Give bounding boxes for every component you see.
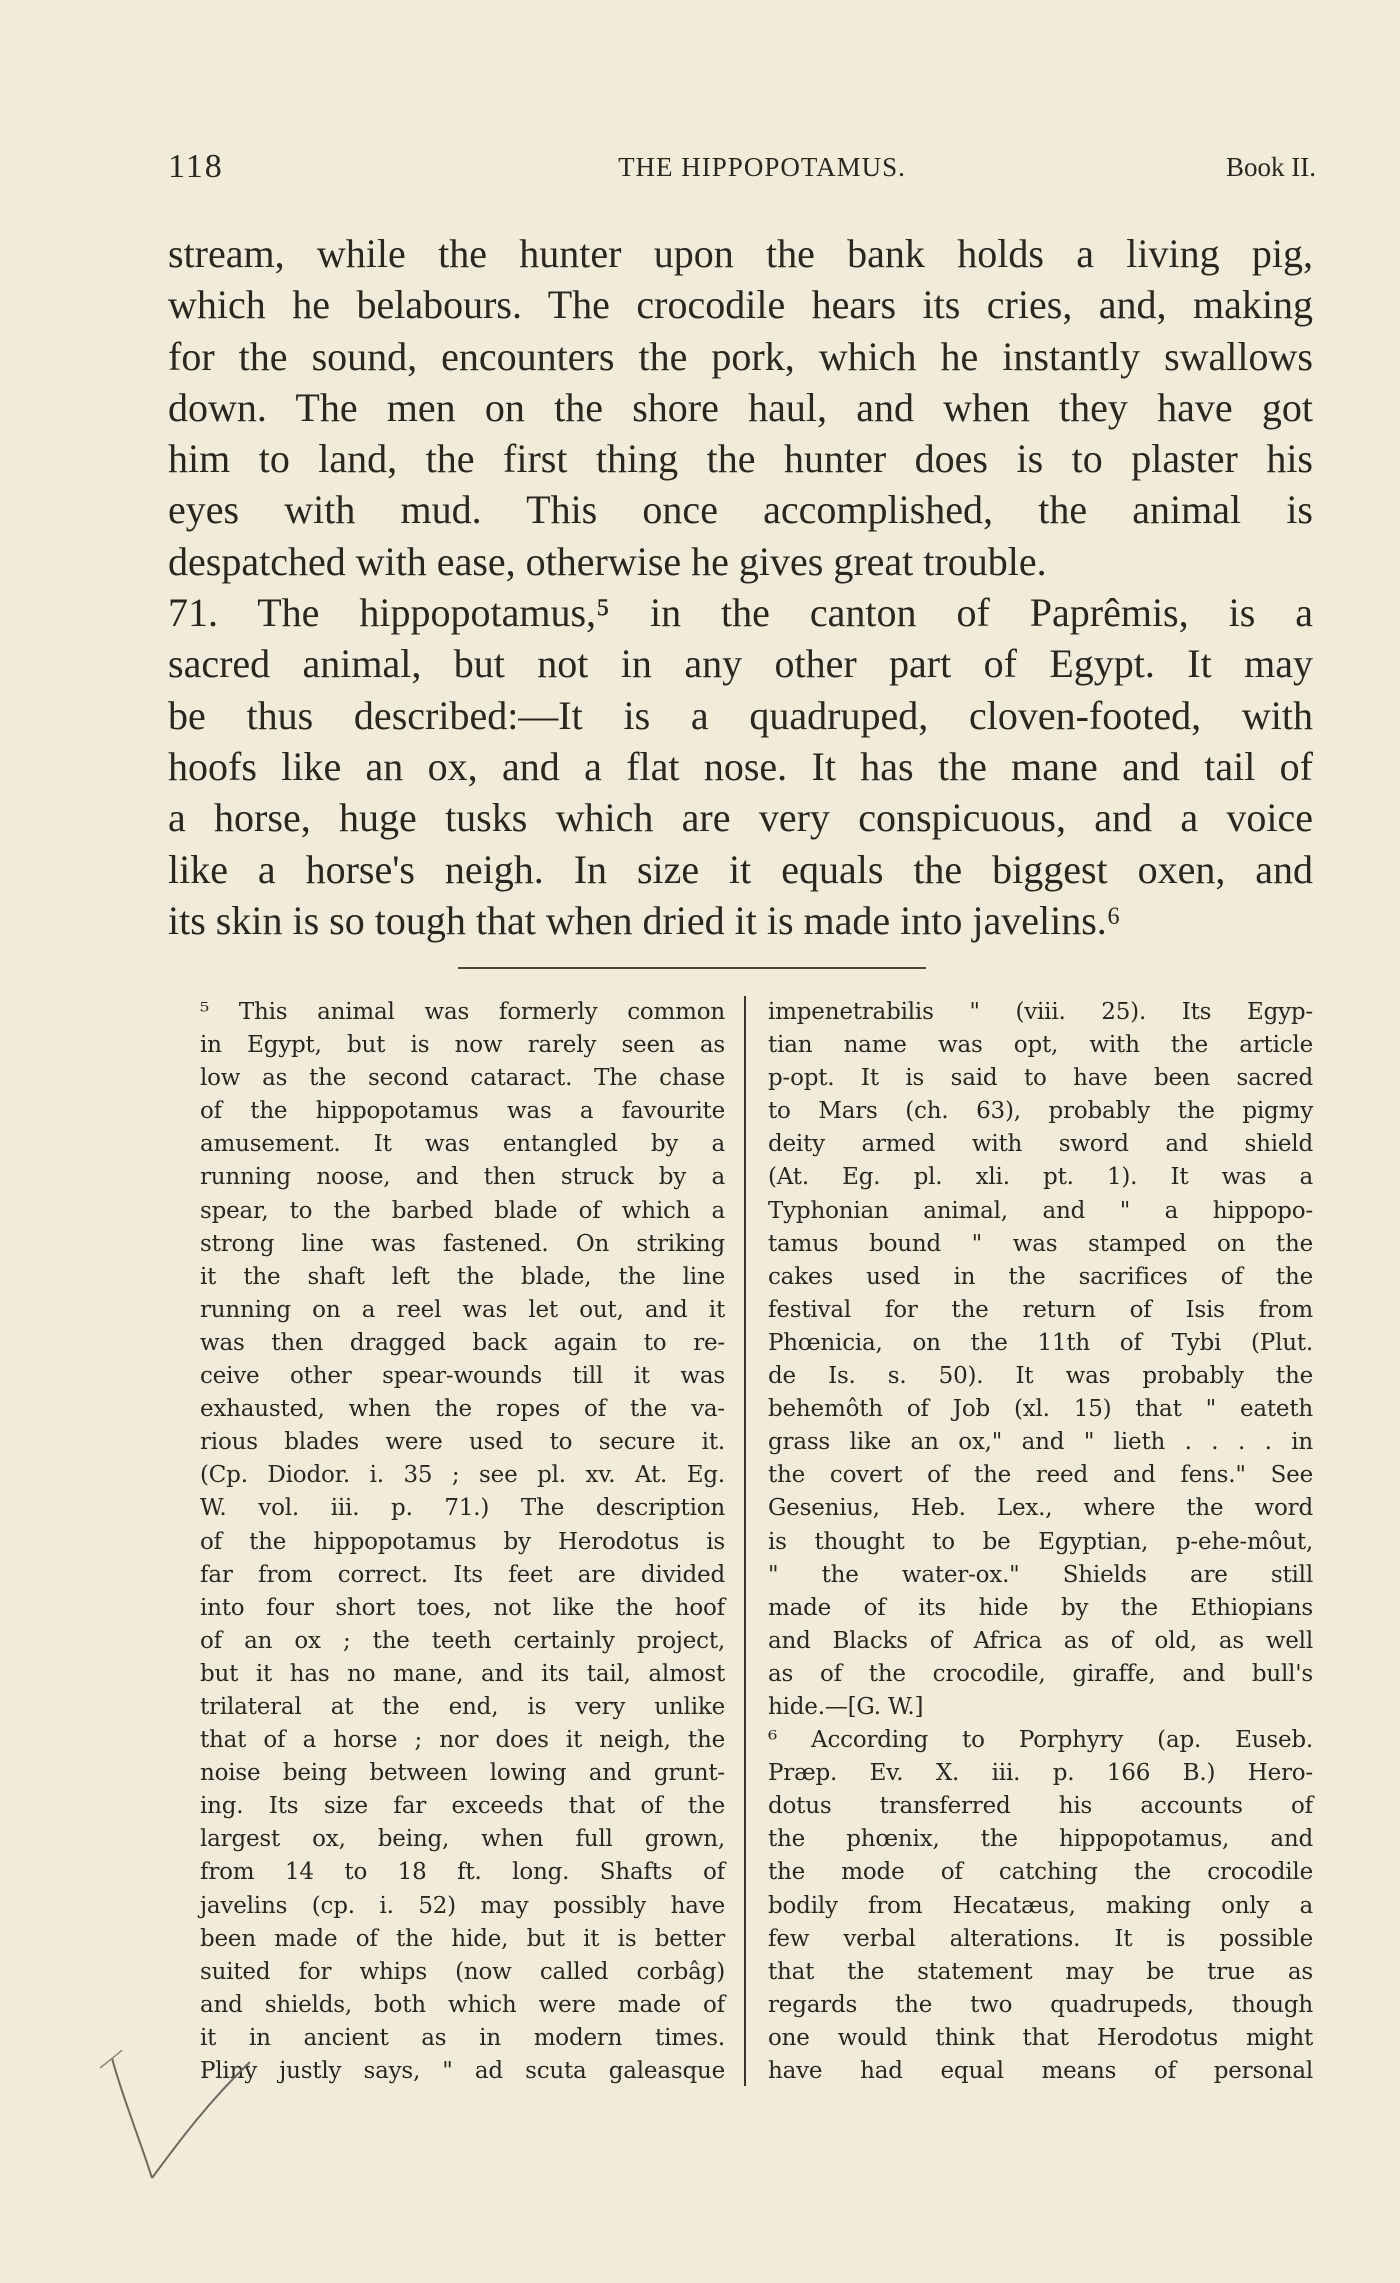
footnote-line: Typhonian animal, and " a hippopo- bbox=[768, 1197, 1313, 1224]
footnote-line: impenetrabilis " (viii. 25). Its Egyp- bbox=[768, 999, 1313, 1025]
footnote-line: ing. Its size far exceeds that of the bbox=[200, 1793, 725, 1820]
footnote-line: de Is. s. 50). It was probably the bbox=[768, 1363, 1313, 1390]
footnote-line: bodily from Hecatæus, making only a bbox=[768, 1892, 1313, 1919]
footnote-line: running on a reel was let out, and it bbox=[200, 1296, 725, 1323]
book-label: Book II. bbox=[1226, 152, 1316, 182]
main-line: a horse, huge tusks which are very conspicuous, and a voice bbox=[168, 795, 1313, 841]
footnote-line: grass like an ox," and " lieth . . . . in bbox=[768, 1429, 1313, 1456]
footnote-line: it in ancient as in modern times. bbox=[200, 2024, 725, 2051]
footnote-line: to Mars (ch. 63), probably the pigmy bbox=[768, 1098, 1313, 1125]
main-line: hoofs like an ox, and a flat nose. It has the mane and tail of bbox=[168, 743, 1313, 789]
footnote-line: spear, to the barbed blade of which a bbox=[200, 1197, 725, 1224]
footnote-line: strong line was fastened. On striking bbox=[200, 1230, 725, 1257]
main-line: be thus described:—It is a quadruped, cloven-footed, with bbox=[168, 692, 1313, 738]
main-line: like a horse's neigh. In size it equals the biggest oxen, and bbox=[168, 846, 1313, 892]
footnote-line: regards the two quadrupeds, though bbox=[768, 1991, 1313, 2018]
footnote-line: dotus transferred his accounts of bbox=[768, 1793, 1313, 1820]
footnote-line: largest ox, being, when full grown, bbox=[200, 1826, 725, 1853]
footnote-line: in Egypt, but is now rarely seen as bbox=[200, 1032, 725, 1059]
main-line: him to land, the first thing the hunter does is to plaster his bbox=[168, 436, 1313, 482]
footnote-line: running noose, and then struck by a bbox=[200, 1164, 725, 1191]
footnotes-right-column bbox=[768, 996, 1313, 2088]
footnote-line: ⁶ According to Porphyry (ap. Euseb. bbox=[768, 1727, 1313, 1754]
footnote-line: of the hippopotamus by Herodotus is bbox=[200, 1528, 725, 1555]
page-header bbox=[168, 148, 1316, 188]
footnote-line: tamus bound " was stamped on the bbox=[768, 1230, 1313, 1257]
footnote-line: of the hippopotamus was a favourite bbox=[200, 1098, 725, 1125]
column-divider bbox=[744, 996, 746, 2086]
main-line: despatched with ease, otherwise he gives great trouble. bbox=[168, 538, 1047, 584]
footnote-line: and shields, both which were made of bbox=[200, 1991, 725, 2018]
footnote-line: that the statement may be true as bbox=[768, 1958, 1313, 1985]
main-line: its skin is so tough that when dried it is made into javelins.⁶ bbox=[168, 897, 1121, 943]
footnote-line: rious blades were used to secure it. bbox=[200, 1429, 725, 1456]
footnote-line: hide.—[G. W.] bbox=[768, 1693, 924, 1720]
footnote-line: tian name was opt, with the article bbox=[768, 1032, 1313, 1059]
main-line: which he belabours. The crocodile hears its cries, and, making bbox=[168, 282, 1313, 328]
footnote-line: trilateral at the end, is very unlike bbox=[200, 1693, 725, 1720]
footnote-line: made of its hide by the Ethiopians bbox=[768, 1594, 1313, 1621]
main-line: 71. The hippopotamus,⁵ in the canton of Paprêmis, is a bbox=[168, 590, 1313, 636]
footnote-line: have had equal means of personal bbox=[768, 2058, 1313, 2084]
footnote-line: amusement. It was entangled by a bbox=[200, 1131, 725, 1158]
footnote-line: Pliny justly says, " ad scuta galeasque bbox=[200, 2058, 725, 2084]
footnote-line: into four short toes, not like the hoof bbox=[200, 1594, 725, 1621]
footnote-line: that of a horse ; nor does it neigh, the bbox=[200, 1727, 725, 1754]
footnote-line: the covert of the reed and fens." See bbox=[768, 1462, 1313, 1489]
footnote-line: noise being between lowing and grunt- bbox=[200, 1760, 725, 1787]
footnote-line: festival for the return of Isis from bbox=[768, 1296, 1313, 1323]
running-title: THE HIPPOPOTAMUS. bbox=[618, 152, 906, 182]
footnote-line: few verbal alterations. It is possible bbox=[768, 1925, 1313, 1952]
footnote-line: behemôth of Job (xl. 15) that " eateth bbox=[768, 1396, 1313, 1423]
footnote-line: cakes used in the sacrifices of the bbox=[768, 1263, 1313, 1290]
main-line: stream, while the hunter upon the bank holds a living pig, bbox=[168, 231, 1313, 276]
footnote-line: Phœnicia, on the 11th of Tybi (Plut. bbox=[768, 1329, 1313, 1356]
footnote-rule bbox=[458, 967, 926, 969]
footnote-line: (Cp. Diodor. i. 35 ; see pl. xv. At. Eg. bbox=[200, 1462, 725, 1489]
footnote-line: deity armed with sword and shield bbox=[768, 1131, 1313, 1158]
footnote-line: is thought to be Egyptian, p-ehe-môut, bbox=[768, 1528, 1313, 1555]
main-line: down. The men on the shore haul, and when they have got bbox=[168, 384, 1313, 430]
footnote-line: as of the crocodile, giraffe, and bull's bbox=[768, 1660, 1313, 1687]
footnote-line: one would think that Herodotus might bbox=[768, 2024, 1313, 2051]
footnote-line: Gesenius, Heb. Lex., where the word bbox=[768, 1495, 1313, 1522]
footnote-line: and Blacks of Africa as of old, as well bbox=[768, 1627, 1313, 1654]
footnote-line: the phœnix, the hippopotamus, and bbox=[768, 1826, 1313, 1853]
footnote-line: Præp. Ev. X. iii. p. 166 B.) Hero- bbox=[768, 1760, 1313, 1787]
footnote-line: javelins (cp. i. 52) may possibly have bbox=[200, 1892, 725, 1919]
main-line: sacred animal, but not in any other part of Egypt. It may bbox=[168, 641, 1313, 687]
footnote-line: suited for whips (now called corbâg) bbox=[200, 1958, 725, 1985]
pencil-mark-icon bbox=[100, 2040, 260, 2190]
footnote-line: exhausted, when the ropes of the va- bbox=[200, 1396, 725, 1423]
footnote-line: ceive other spear-wounds till it was bbox=[200, 1363, 725, 1390]
footnote-line: (At. Eg. pl. xli. pt. 1). It was a bbox=[768, 1164, 1313, 1191]
footnote-line: it the shaft left the blade, the line bbox=[200, 1263, 725, 1290]
footnote-line: W. vol. iii. p. 71.) The description bbox=[200, 1495, 725, 1522]
footnote-line: far from correct. Its feet are divided bbox=[200, 1561, 725, 1588]
footnote-line: was then dragged back again to re- bbox=[200, 1329, 725, 1356]
footnote-line: but it has no mane, and its tail, almost bbox=[200, 1660, 725, 1687]
footnote-line: from 14 to 18 ft. long. Shafts of bbox=[200, 1859, 725, 1886]
footnote-line: of an ox ; the teeth certainly project, bbox=[200, 1627, 725, 1654]
footnote-line: the mode of catching the crocodile bbox=[768, 1859, 1313, 1886]
main-text bbox=[168, 228, 1313, 946]
main-line: for the sound, encounters the pork, which he instantly swallows bbox=[168, 333, 1313, 379]
footnote-line: p-opt. It is said to have been sacred bbox=[768, 1065, 1313, 1092]
footnote-line: ⁵ This animal was formerly common bbox=[200, 999, 725, 1025]
footnote-line: " the water-ox." Shields are still bbox=[768, 1561, 1313, 1588]
footnote-line: been made of the hide, but it is better bbox=[200, 1925, 725, 1952]
footnote-line: low as the second cataract. The chase bbox=[200, 1065, 725, 1092]
footnotes-left-column bbox=[200, 996, 725, 2088]
main-line: eyes with mud. This once accomplished, the animal is bbox=[168, 487, 1313, 533]
page-number: 118 bbox=[168, 148, 224, 185]
